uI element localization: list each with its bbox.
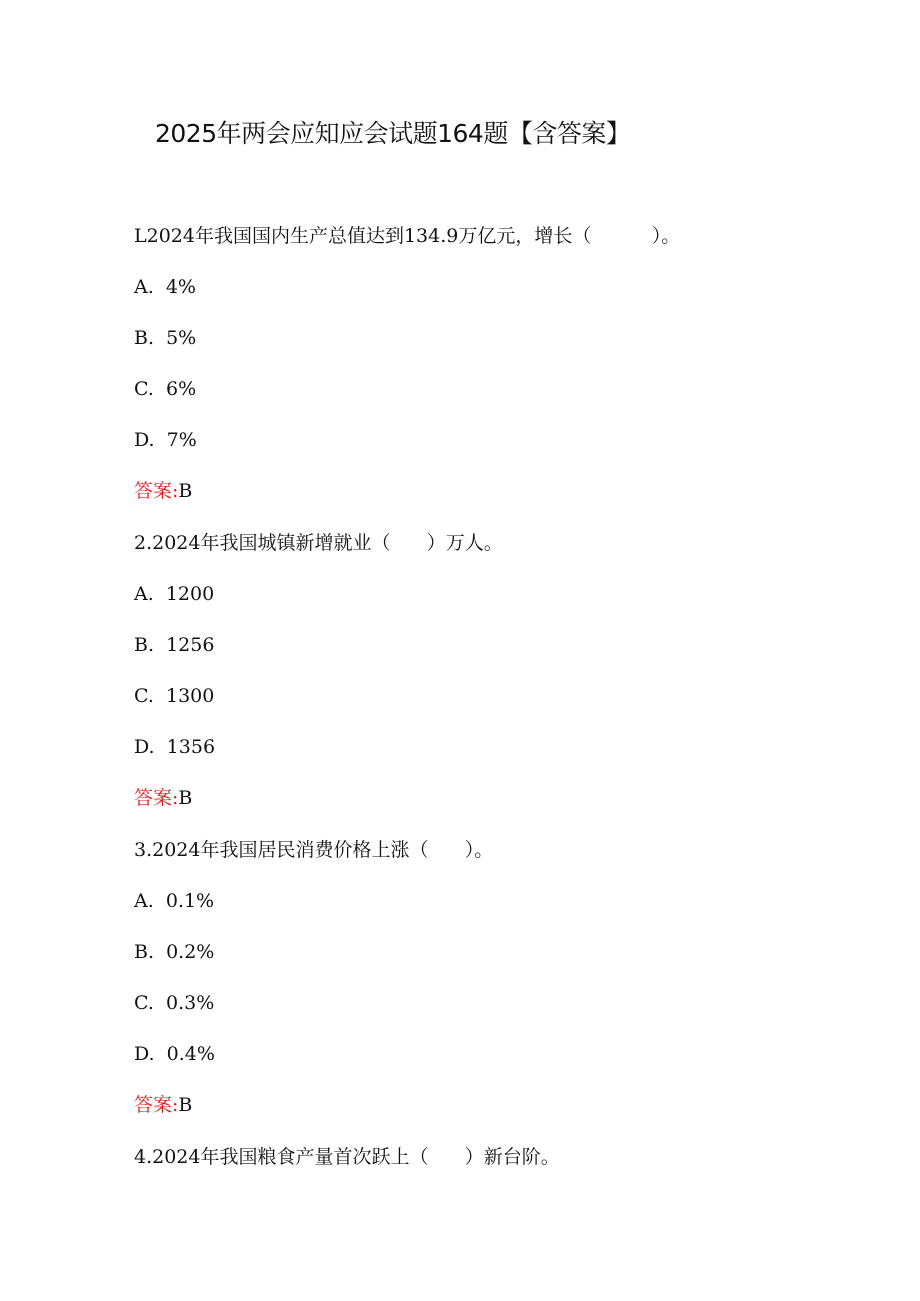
answer-value: B	[178, 787, 193, 809]
question-2-option-d: D. 1356	[134, 736, 216, 758]
question-2-option-b: B. 1256	[134, 634, 215, 656]
question-1-option-c: C. 6%	[134, 378, 197, 400]
question-2-option-a: A. 1200	[134, 583, 215, 605]
answer-value: B	[178, 1094, 193, 1116]
question-1-option-d: D. 7%	[134, 429, 197, 451]
question-2-answer	[134, 783, 192, 813]
question-4-stem: 4.2024年我国粮食产量首次跃上（ ）新台阶。	[134, 1146, 560, 1168]
question-3-answer	[134, 1090, 192, 1120]
question-3-option-d: D. 0.4%	[134, 1043, 215, 1065]
question-3-option-c: C. 0.3%	[134, 992, 215, 1014]
question-3-option-b: B. 0.2%	[134, 941, 215, 963]
answer-label: 答案:	[134, 787, 179, 809]
answer-label: 答案:	[134, 1094, 179, 1116]
question-2-option-c: C. 1300	[134, 685, 215, 707]
question-3-option-a: A. 0.1%	[134, 890, 215, 912]
question-1-answer	[134, 476, 192, 506]
question-1-option-a: A. 4%	[134, 276, 196, 298]
answer-label: 答案:	[134, 480, 179, 502]
question-3-stem: 3.2024年我国居民消费价格上涨（ ）。	[134, 839, 494, 861]
document-title: 2025年两会应知应会试题164题【含答案】	[155, 119, 631, 148]
question-2-stem: 2.2024年我国城镇新增就业（ ）万人。	[134, 532, 503, 554]
question-1-stem: L2024年我国国内生产总值达到134.9万亿元，增长（ ）。	[134, 225, 681, 247]
answer-value: B	[178, 480, 193, 502]
question-1-option-b: B. 5%	[134, 327, 197, 349]
